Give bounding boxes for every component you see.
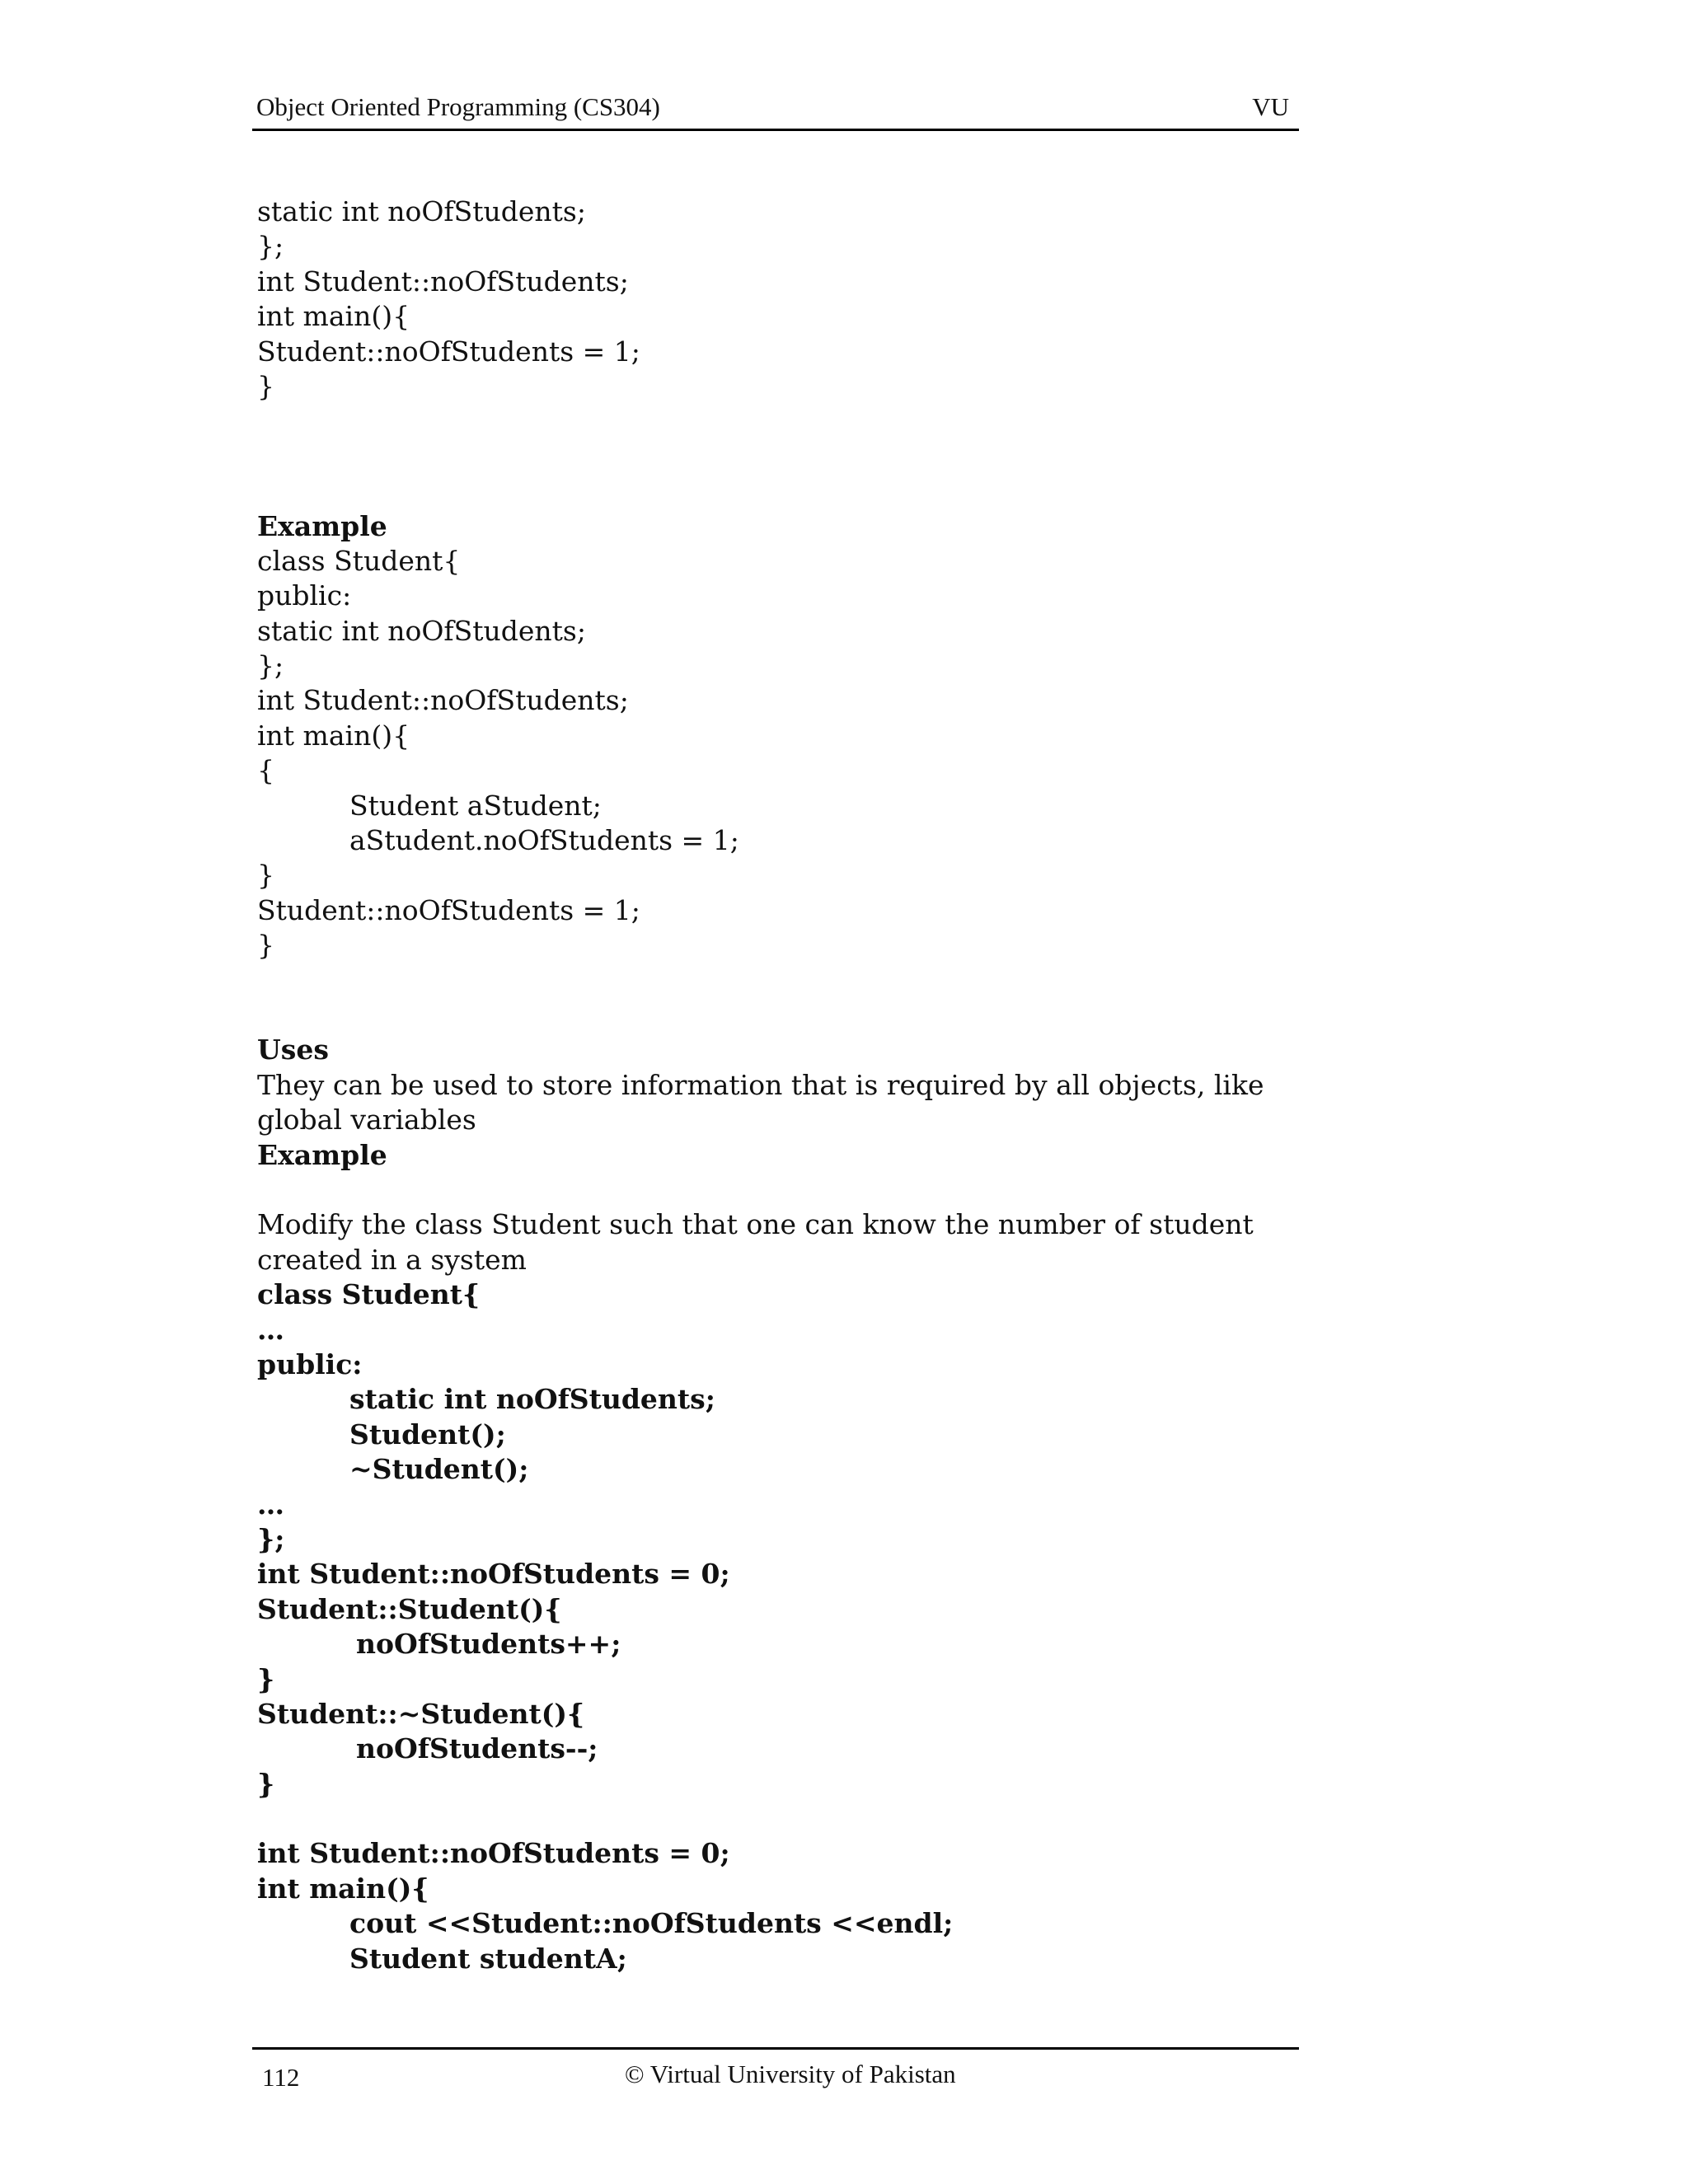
example-heading: Example (257, 1138, 387, 1171)
code-line: int main(){ (257, 719, 410, 752)
code-line: class Student{ (257, 544, 461, 577)
document-title: Object Oriented Programming (CS304) (256, 92, 660, 121)
code-line: ~Student(); (349, 1453, 529, 1486)
copyright-notice: © Virtual University of Pakistan (625, 2060, 956, 2088)
code-line: Student::noOfStudents = 1; (257, 335, 640, 368)
institution-abbrev: VU (1252, 92, 1289, 121)
code-line: static int noOfStudents; (257, 195, 586, 227)
code-line: noOfStudents++; (356, 1628, 621, 1661)
code-line: noOfStudents--; (356, 1732, 598, 1765)
code-line: int Student::noOfStudents = 0; (257, 1837, 730, 1870)
code-line: int Student::noOfStudents; (257, 265, 629, 298)
code-line: class Student{ (257, 1278, 481, 1311)
code-line: static int noOfStudents; (257, 614, 586, 647)
code-line: } (257, 1662, 275, 1695)
page-header (252, 89, 1299, 131)
uses-heading: Uses (257, 1033, 329, 1066)
code-line: … (257, 1313, 284, 1346)
code-line: cout <<Student::noOfStudents <<endl; (349, 1907, 954, 1940)
page-number: 112 (262, 2063, 300, 2092)
code-line: Student::noOfStudents = 1; (257, 893, 640, 926)
code-line: }; (257, 649, 284, 682)
code-line: }; (257, 1522, 285, 1555)
code-line: … (257, 1488, 284, 1521)
code-line: int Student::noOfStudents = 0; (257, 1558, 730, 1591)
code-line: Student::Student(){ (257, 1592, 562, 1625)
code-line: aStudent.noOfStudents = 1; (349, 824, 739, 857)
code-line: int main(){ (257, 300, 410, 333)
page-footer (252, 2047, 1299, 2092)
modify-paragraph: Modify the class Student such that one can know the number of student created in a system (257, 1208, 1254, 1276)
code-line: }; (257, 230, 284, 263)
code-line: public: (257, 1347, 363, 1380)
code-line: Student::~Student(){ (257, 1697, 585, 1730)
code-line: } (257, 929, 274, 962)
code-line: { (257, 754, 274, 787)
code-line: public: (257, 579, 352, 612)
code-line: } (257, 859, 274, 892)
page-content (257, 194, 1329, 1976)
code-line: int Student::noOfStudents; (257, 684, 629, 717)
code-line: Student aStudent; (349, 789, 602, 822)
uses-paragraph: They can be used to store information that is required by all objects, like global variables (257, 1068, 1264, 1137)
example-heading: Example (257, 509, 387, 542)
code-line: static int noOfStudents; (349, 1383, 715, 1416)
code-line: } (257, 369, 274, 402)
code-line: Student(); (349, 1418, 506, 1451)
code-line: Student studentA; (349, 1942, 627, 1975)
code-line: } (257, 1767, 275, 1800)
code-line: int main(){ (257, 1872, 429, 1905)
